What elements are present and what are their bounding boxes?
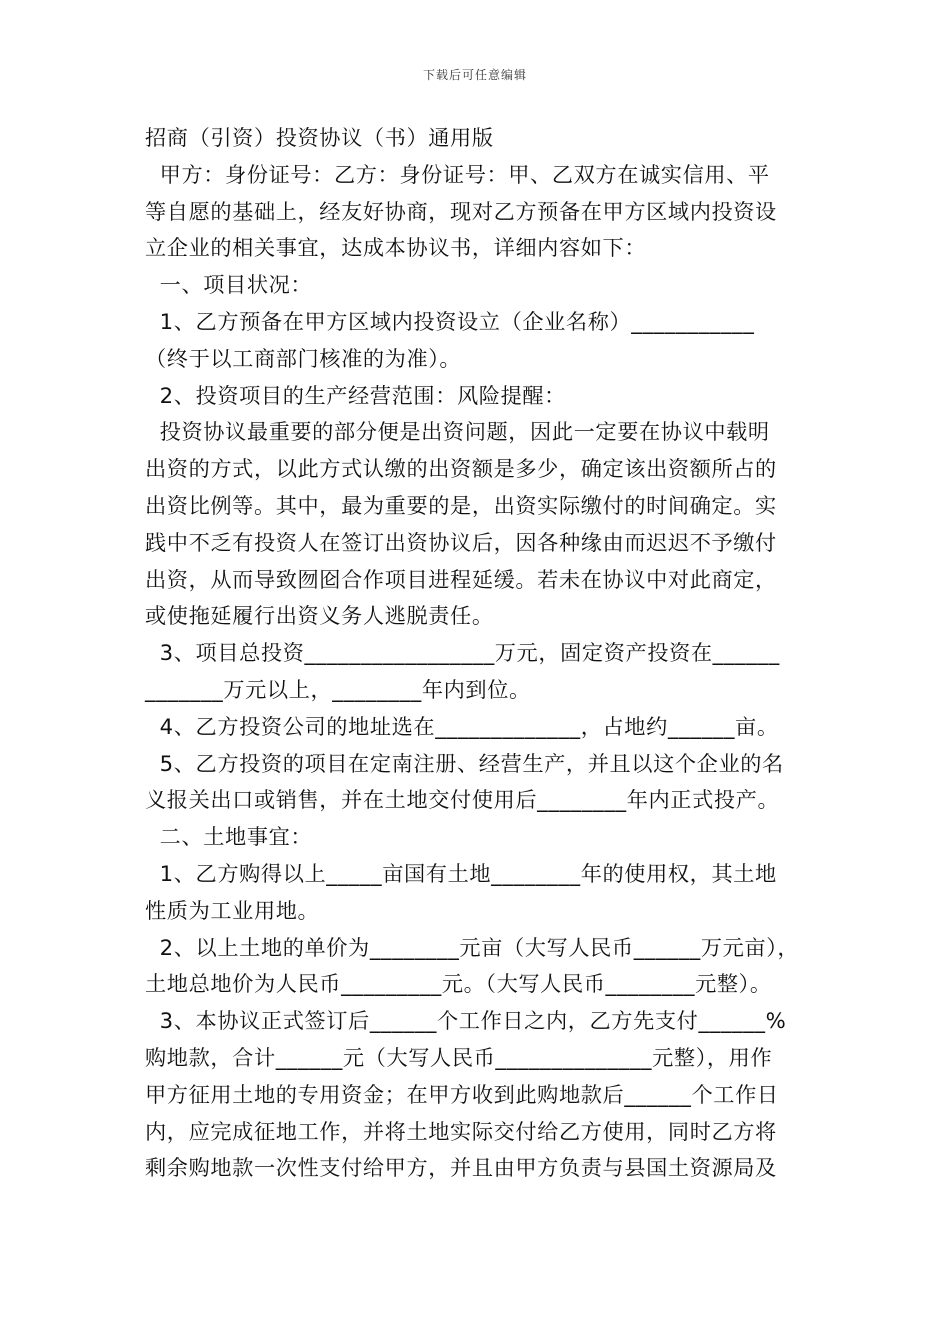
paragraph-line: 5、乙方投资的项目在定南注册、经营生产，并且以这个企业的名	[145, 750, 784, 776]
paragraph-line: 义报关出口或销售，并在土地交付使用后________年内正式投产。	[145, 787, 780, 813]
paragraph-line: 4、乙方投资公司的地址选在_____________，占地约______亩。	[145, 713, 779, 739]
paragraph-line: 性质为工业用地。	[145, 897, 320, 923]
paragraph-line: 1、乙方购得以上_____亩国有土地________年的使用权，其土地	[145, 860, 777, 886]
paragraph-line: （终于以工商部门核准的为准）。	[145, 345, 462, 371]
paragraph-line: 3、项目总投资_________________万元，固定资产投资在______	[145, 640, 780, 666]
paragraph-line: 出资比例等。其中，最为重要的是，出资实际缴付的时间确定。实	[145, 492, 777, 518]
paragraph-line: 内，应完成征地工作，并将土地实际交付给乙方使用，同时乙方将	[145, 1118, 777, 1144]
section-heading: 二、土地事宜：	[145, 824, 313, 850]
paragraph-line: 等自愿的基础上，经友好协商，现对乙方预备在甲方区域内投资设	[145, 198, 777, 224]
section-heading: 一、项目状况：	[145, 272, 313, 298]
paragraph-line: 投资协议最重要的部分便是出资问题，因此一定要在协议中载明	[145, 419, 770, 445]
paragraph-line: 践中不乏有投资人在签订出资协议后，因各种缘由而迟迟不予缴付	[145, 529, 777, 555]
paragraph-line: 剩余购地款一次性支付给甲方，并且由甲方负责与县国土资源局及	[145, 1155, 777, 1181]
paragraph-line: 购地款，合计______元（大写人民币______________元整），用作	[145, 1044, 773, 1070]
paragraph-line: 或使拖延履行出资义务人逃脱责任。	[145, 603, 494, 629]
paragraph-line: 甲方征用土地的专用资金；在甲方收到此购地款后______个工作日	[145, 1081, 779, 1107]
paragraph-line: 2、以上土地的单价为________元亩（大写人民币______万元亩），	[145, 934, 800, 960]
paragraph-line: 1、乙方预备在甲方区域内投资设立（企业名称）___________	[145, 308, 755, 334]
paragraph-line: 立企业的相关事宜，达成本协议书，详细内容如下：	[145, 235, 647, 261]
document-title: 招商（引资）投资协议（书）通用版	[145, 125, 494, 150]
document-body	[145, 120, 810, 1187]
paragraph-line: 土地总地价为人民币_________元。（大写人民币________元整）。	[145, 971, 772, 997]
paragraph-line: 2、投资项目的生产经营范围：风险提醒：	[145, 382, 566, 408]
page-header: 下载后可任意编辑	[422, 68, 527, 82]
paragraph-line: 出资的方式，以此方式认缴的出资额是多少，确定该出资额所占的	[145, 456, 777, 482]
paragraph-line: 甲方：身份证号：乙方：身份证号：甲、乙双方在诚实信用、平	[145, 161, 770, 187]
paragraph-line: 出资，从而导致囫囵合作项目进程延缓。若未在协议中对此商定，	[145, 566, 777, 592]
paragraph-line: 3、本协议正式签订后______个工作日之内，乙方先支付______%	[145, 1008, 787, 1034]
paragraph-line: _______万元以上，________年内到位。	[145, 676, 531, 702]
